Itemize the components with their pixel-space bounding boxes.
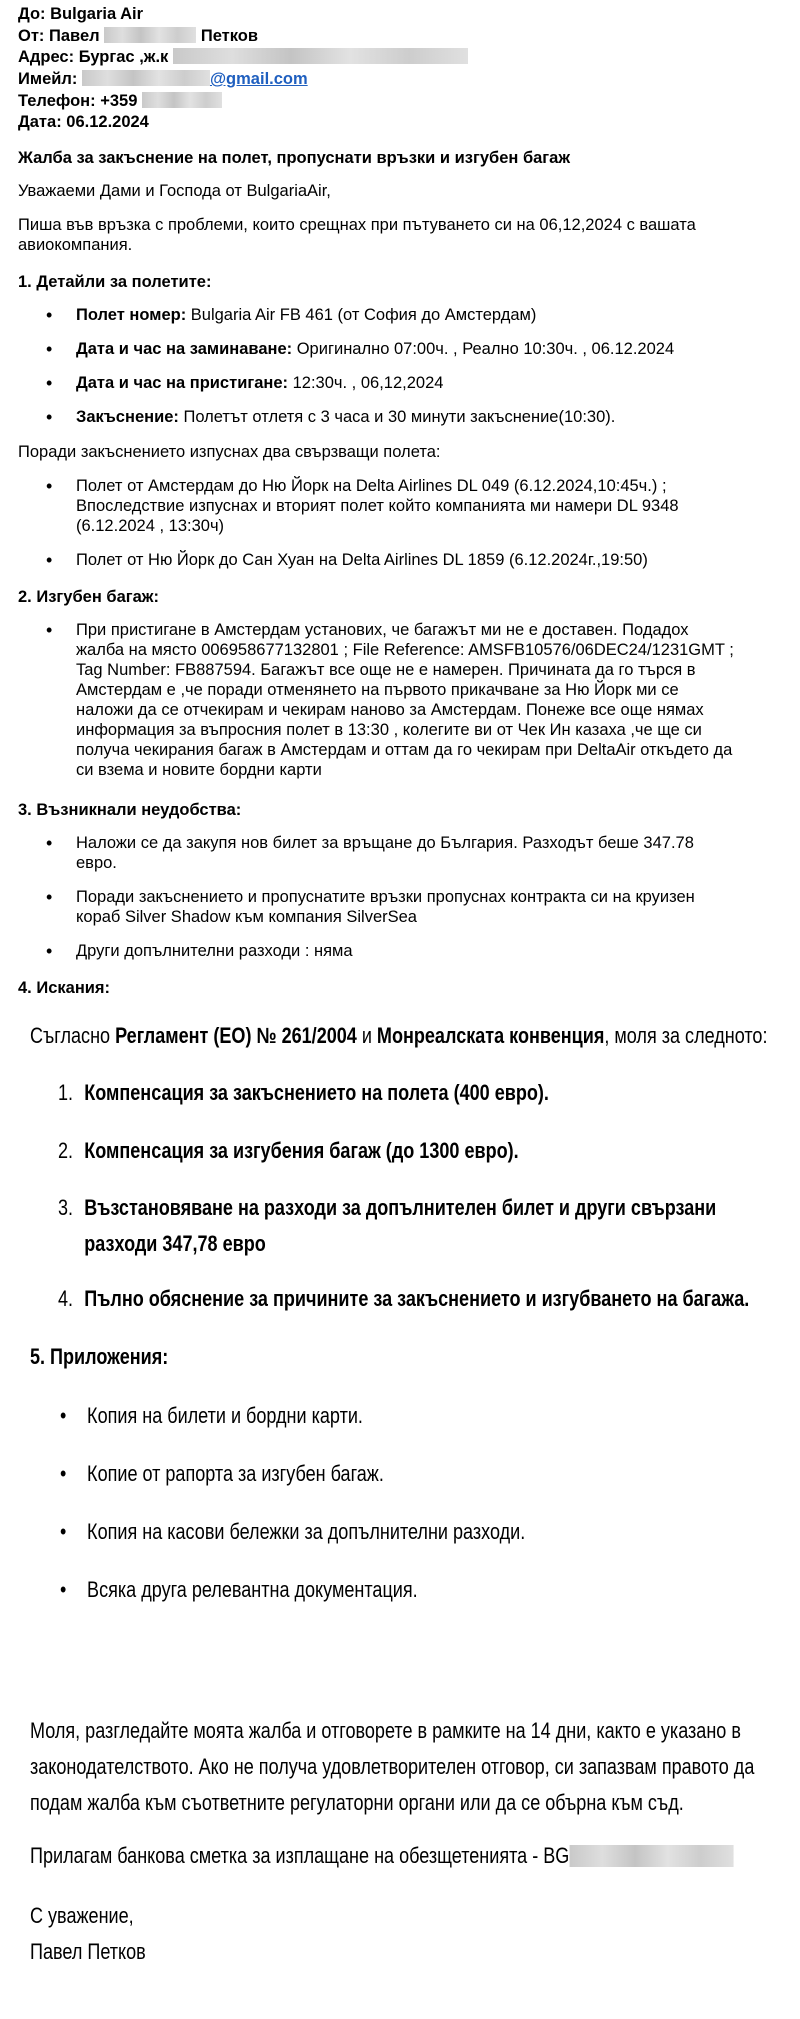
- intro-paragraph: Пиша във връзка с проблеми, които срещнах при пътуването си на 06,12,2024 с вашата авиокомпания.: [18, 216, 696, 254]
- lead-text: и: [356, 1023, 377, 1048]
- item-number: 4.: [58, 1286, 74, 1311]
- section2-title: 2. Изгубен багаж:: [18, 588, 159, 606]
- item-text: Копия на касови бележки за допълнителни разходи.: [87, 1519, 526, 1544]
- item-text: Компенсация за закъснението на полета (400 евро).: [84, 1080, 549, 1105]
- convention-ref: Монреалската конвенция: [376, 1023, 605, 1048]
- from-label: От:: [18, 27, 45, 45]
- bullet: •: [60, 1519, 67, 1544]
- from-line: [18, 26, 258, 46]
- item-label: Дата и час на пристигане:: [76, 374, 289, 392]
- item-text: Пълно обяснение за причините за закъснението и изгубването на багажа.: [84, 1286, 750, 1311]
- item-text: Възстановяване на разходи за допълнителен билет и други свързани: [84, 1195, 717, 1220]
- list-item: [46, 339, 746, 359]
- missed-connections-list: [46, 476, 726, 570]
- to-line: [18, 4, 143, 24]
- greeting: Уважаеми Дами и Господа от BulgariaAir,: [18, 182, 331, 200]
- signature: Павел Петков: [30, 1939, 146, 1964]
- list-item: • Полет от Амстердам до Ню Йорк на Delta Airlines DL 049 (6.12.2024,10:45ч.) ; Впоследствие изпуснах и вторият полет който компанията ми намери DL 9348 (6.12.2024 , 13:30ч): [46, 476, 726, 536]
- redacted-iban: [569, 1845, 733, 1867]
- address-label: Адрес:: [18, 48, 75, 66]
- date-line: [18, 112, 149, 132]
- bullet: •: [60, 1403, 67, 1428]
- from-last-name: Петков: [200, 27, 258, 45]
- letter-subject: Жалба за закъснение на полет, пропуснати връзки и изгубен багаж: [18, 149, 571, 167]
- item-number: 1.: [58, 1080, 74, 1105]
- bullet: •: [60, 1577, 67, 1602]
- lead-text: , моля за следното:: [604, 1023, 768, 1048]
- section3-title: 3. Възникнали неудобства:: [18, 801, 242, 819]
- regards: С уважение,: [30, 1903, 134, 1928]
- closing-line-3: подам жалба към съответните регулаторни органи или да се обърна към съд.: [30, 1790, 684, 1815]
- address-value: Бургас ,ж.к: [78, 48, 169, 66]
- list-item: • Поради закъснението и пропуснатите връзки пропуснах контракта си на круизен кораб Silver Shadow към компания SilverSea: [46, 887, 736, 927]
- list-item: [46, 373, 746, 393]
- item-number: 3.: [58, 1195, 74, 1220]
- bullet: •: [60, 1461, 67, 1486]
- list-item: • Полет от Ню Йорк до Сан Хуан на Delta Airlines DL 1859 (6.12.2024г.,19:50): [46, 550, 726, 570]
- redacted-phone: [142, 92, 222, 108]
- item-text: Оригинално 07:00ч. , Реално 10:30ч. , 06.12.2024: [292, 340, 675, 358]
- item-text: Bulgaria Air FB 461 (от София до Амстердам): [186, 306, 537, 324]
- to-label: До:: [18, 5, 46, 23]
- section4-title: 4. Искания:: [18, 979, 111, 997]
- date-value: 06.12.2024: [66, 113, 149, 131]
- redacted-address: [173, 48, 468, 64]
- list-item: • Други допълнителни разходи : няма: [46, 941, 736, 961]
- item-text: Компенсация за изгубения багаж (до 1300 евро).: [84, 1138, 519, 1163]
- item-text: Полетът отлетя с 3 часа и 30 минути закъснение(10:30).: [178, 408, 616, 426]
- phone-line: [18, 91, 222, 111]
- list-item: • Наложи се да закупя нов билет за връщане до България. Разходът беше 347.78 евро.: [46, 833, 736, 873]
- list-item: [46, 305, 746, 325]
- connections-intro: Поради закъснението изпуснах два свързващи полета:: [18, 443, 441, 461]
- bank-account-line: [30, 1838, 733, 1874]
- section1-title: 1. Детайли за полетите:: [18, 273, 212, 291]
- list-item: [46, 407, 746, 427]
- lead-text: Съгласно: [30, 1023, 116, 1048]
- item-text: Копие от рапорта за изгубен багаж.: [87, 1461, 384, 1486]
- lost-baggage-list: [46, 620, 736, 780]
- item-label: Закъснение:: [76, 408, 179, 426]
- item-number: 2.: [58, 1138, 74, 1163]
- closing-line-1: Моля, разгледайте моята жалба и отговорете в рамките на 14 дни, както е указано в: [30, 1718, 741, 1743]
- from-first-name: Павел: [49, 27, 100, 45]
- bank-text: Прилагам банкова сметка за изплащане на обезщетенията - BG: [30, 1843, 570, 1868]
- flight-details-list: [46, 305, 746, 427]
- item-text: Всяка друга релевантна документация.: [87, 1577, 418, 1602]
- item-label: Дата и час на заминаване:: [76, 340, 293, 358]
- list-item: • При пристигане в Амстердам установих, че багажът ми не е доставен. Подадох жалба на място 006958677132801 ; File Reference: AMSFB10576/06DEC24/1231GMT ; Tag Number: FB887594. Багажът все още не е намерен. Причината да го търся в Амстердам е ,че поради отменянето на първото прикачване за Ню Йорк ми се наложи да се отчекирам и чекирам наново за Амстердам. Понеже все още нямах информация за въпросния полет в 13:30 , колегите ви от Чек Ин казаха ,че ще си получа чекирания багаж в Амстердам и оттам да го чекирам при DeltaAir откъдето да си взема и новите бордни карти: [46, 620, 736, 780]
- requests-lead: [30, 1018, 767, 1054]
- item-text: Копия на билети и бордни карти.: [87, 1403, 363, 1428]
- phone-label: Телефон:: [18, 92, 96, 110]
- email-link[interactable]: @gmail.com: [209, 70, 308, 88]
- section5-title: 5. Приложения:: [30, 1344, 169, 1369]
- closing-line-2: законодателството. Ако не получа удовлетворителен отговор, си запазвам правото да: [30, 1754, 755, 1779]
- email-line: [18, 69, 308, 89]
- date-label: Дата:: [18, 113, 62, 131]
- item-label: Полет номер:: [76, 306, 187, 324]
- regulation-ref: Регламент (ЕО) № 261/2004: [115, 1023, 357, 1048]
- item-text-cont: разходи 347,78 евро: [84, 1231, 266, 1256]
- inconveniences-list: [46, 833, 736, 961]
- email-label: Имейл:: [18, 70, 78, 88]
- address-line: [18, 47, 468, 67]
- redacted-email-user: [82, 70, 210, 86]
- item-text: 12:30ч. , 06,12,2024: [288, 374, 444, 392]
- redacted-middle-name: [104, 27, 196, 43]
- to-value: Bulgaria Air: [50, 5, 144, 23]
- phone-value: +359: [100, 92, 138, 110]
